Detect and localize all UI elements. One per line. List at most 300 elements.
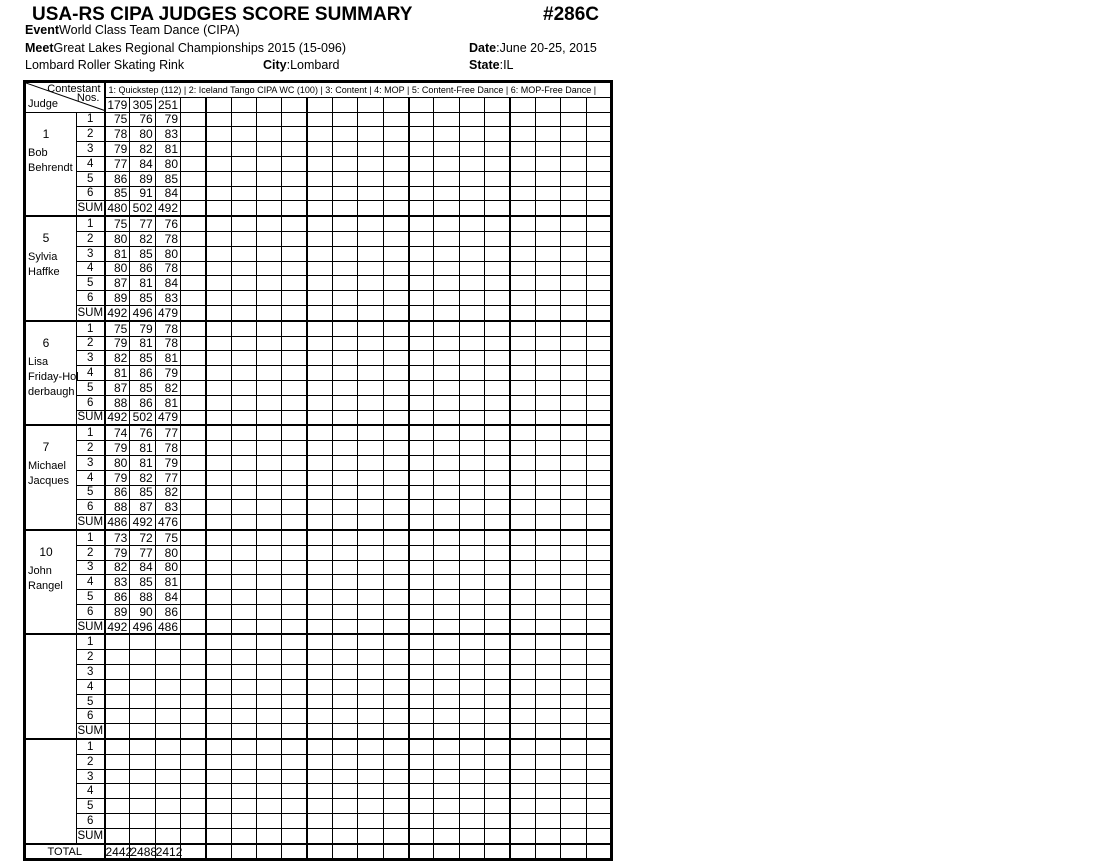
score-cell — [231, 754, 256, 769]
score-cell — [206, 665, 231, 680]
score-cell — [282, 112, 307, 127]
score-cell — [561, 709, 586, 724]
score-cell — [586, 515, 612, 530]
score-cell: 77 — [155, 425, 180, 440]
score-cell — [409, 261, 434, 276]
score-cell — [586, 336, 612, 351]
score-cell — [434, 604, 459, 619]
score-cell — [257, 216, 282, 231]
score-cell — [586, 814, 612, 829]
score-cell — [409, 575, 434, 590]
table-row — [25, 142, 612, 157]
score-cell: 79 — [105, 441, 130, 456]
score-cell — [282, 679, 307, 694]
table-row — [25, 127, 612, 142]
judge-number: 1 — [42, 126, 50, 141]
score-cell: 82 — [155, 380, 180, 395]
score-cell — [459, 679, 484, 694]
score-cell — [561, 246, 586, 261]
score-cell: 78 — [155, 321, 180, 336]
judge-name-line: Behrendt — [28, 161, 73, 174]
row-number: 2 — [77, 336, 105, 351]
score-cell — [561, 142, 586, 157]
judge-number: 10 — [39, 544, 53, 559]
score-cell — [257, 694, 282, 709]
score-cell — [231, 216, 256, 231]
score-cell — [510, 246, 535, 261]
score-cell — [155, 814, 180, 829]
score-cell — [485, 276, 510, 291]
score-cell — [586, 828, 612, 843]
score-cell — [307, 619, 332, 634]
score-cell: 81 — [105, 246, 130, 261]
score-cell: 78 — [155, 231, 180, 246]
table-row — [25, 336, 612, 351]
score-cell: 84 — [130, 560, 155, 575]
judge-label: Judge — [28, 98, 58, 111]
score-cell — [383, 560, 408, 575]
score-cell — [358, 201, 383, 216]
score-cell — [409, 604, 434, 619]
score-cell — [485, 590, 510, 605]
row-number: 4 — [77, 261, 105, 276]
score-cell: 89 — [130, 171, 155, 186]
score-cell — [434, 575, 459, 590]
score-cell — [307, 694, 332, 709]
score-cell — [130, 665, 155, 680]
score-cell — [206, 694, 231, 709]
score-cell — [535, 560, 560, 575]
score-cell — [434, 590, 459, 605]
score-cell — [510, 619, 535, 634]
score-cell — [231, 485, 256, 500]
table-row — [25, 470, 612, 485]
score-cell — [434, 470, 459, 485]
score-cell — [485, 739, 510, 754]
score-cell — [206, 336, 231, 351]
score-cell — [586, 799, 612, 814]
score-cell — [383, 470, 408, 485]
score-cell — [383, 112, 408, 127]
score-cell — [510, 724, 535, 739]
score-cell — [333, 814, 358, 829]
score-cell — [358, 545, 383, 560]
score-cell — [231, 634, 256, 649]
score-cell: 84 — [155, 186, 180, 201]
score-cell: 479 — [155, 305, 180, 320]
score-cell — [358, 814, 383, 829]
score-cell: 476 — [155, 515, 180, 530]
score-cell — [282, 619, 307, 634]
score-cell — [510, 216, 535, 231]
score-cell — [535, 814, 560, 829]
score-cell — [510, 186, 535, 201]
score-cell — [434, 395, 459, 410]
score-cell — [510, 500, 535, 515]
score-cell — [333, 619, 358, 634]
score-cell — [434, 321, 459, 336]
score-cell — [307, 425, 332, 440]
score-cell: 87 — [130, 500, 155, 515]
score-cell: 486 — [105, 515, 130, 530]
score-cell — [105, 724, 130, 739]
score-cell — [409, 545, 434, 560]
score-cell: 79 — [105, 470, 130, 485]
judge-name-line: derbaugh — [28, 385, 75, 398]
score-cell: 82 — [105, 560, 130, 575]
score-cell — [231, 828, 256, 843]
score-cell — [358, 769, 383, 784]
score-cell — [510, 828, 535, 843]
score-cell — [333, 739, 358, 754]
score-cell — [535, 171, 560, 186]
score-cell — [383, 455, 408, 470]
score-cell — [383, 410, 408, 425]
score-cell — [586, 276, 612, 291]
score-cell — [485, 366, 510, 381]
judge-number: 6 — [42, 335, 50, 350]
score-cell: 79 — [155, 112, 180, 127]
score-cell — [358, 395, 383, 410]
score-cell — [434, 305, 459, 320]
row-number: 6 — [77, 814, 105, 829]
score-cell — [561, 814, 586, 829]
score-cell — [586, 754, 612, 769]
score-cell — [434, 634, 459, 649]
rink-name: Lombard Roller Skating Rink — [25, 58, 185, 72]
score-cell — [535, 127, 560, 142]
score-cell — [409, 201, 434, 216]
score-cell: 480 — [105, 201, 130, 216]
score-cell — [510, 545, 535, 560]
score-cell — [231, 156, 256, 171]
score-cell — [257, 156, 282, 171]
table-row — [25, 305, 612, 320]
score-cell — [181, 530, 206, 545]
score-cell — [459, 485, 484, 500]
score-cell — [485, 351, 510, 366]
score-cell — [383, 171, 408, 186]
score-cell — [459, 201, 484, 216]
score-cell — [535, 634, 560, 649]
score-cell — [459, 380, 484, 395]
score-cell — [434, 171, 459, 186]
score-cell — [206, 470, 231, 485]
score-cell — [586, 724, 612, 739]
sum-label: SUM — [77, 411, 104, 424]
score-cell — [358, 799, 383, 814]
total-cell — [459, 844, 484, 860]
score-cell — [307, 828, 332, 843]
score-cell — [231, 142, 256, 157]
judge-name-line: Jacques — [28, 475, 69, 488]
score-cell — [459, 171, 484, 186]
score-cell — [485, 500, 510, 515]
score-cell — [206, 127, 231, 142]
score-cell — [535, 366, 560, 381]
score-cell — [535, 231, 560, 246]
score-cell — [206, 590, 231, 605]
score-cell — [383, 142, 408, 157]
score-cell — [510, 425, 535, 440]
score-cell — [383, 665, 408, 680]
score-cell — [257, 485, 282, 500]
score-cell — [586, 216, 612, 231]
contestant-number: 179 — [105, 97, 130, 112]
score-cell — [307, 530, 332, 545]
score-cell — [586, 694, 612, 709]
score-cell — [307, 305, 332, 320]
score-cell — [181, 291, 206, 306]
contestant-number — [459, 97, 484, 112]
score-cell — [282, 814, 307, 829]
score-cell — [383, 276, 408, 291]
score-cell — [181, 769, 206, 784]
score-cell — [561, 231, 586, 246]
score-cell — [181, 156, 206, 171]
score-cell — [409, 814, 434, 829]
score-cell — [434, 276, 459, 291]
judge-name-line: Lisa — [28, 355, 49, 368]
score-cell — [459, 814, 484, 829]
score-cell — [231, 246, 256, 261]
score-cell: 74 — [105, 425, 130, 440]
score-cell — [155, 769, 180, 784]
score-cell — [485, 336, 510, 351]
score-cell — [535, 276, 560, 291]
sum-label: SUM — [77, 306, 104, 319]
row-number: 3 — [77, 351, 105, 366]
score-cell: 88 — [105, 500, 130, 515]
judge-contestant-corner — [25, 82, 105, 113]
score-cell — [181, 799, 206, 814]
score-cell — [333, 366, 358, 381]
score-cell — [257, 305, 282, 320]
score-cell — [231, 441, 256, 456]
score-cell: 496 — [130, 619, 155, 634]
score-cell — [383, 261, 408, 276]
score-cell: 89 — [105, 604, 130, 619]
score-cell — [206, 634, 231, 649]
score-cell: 83 — [155, 500, 180, 515]
score-cell: 77 — [155, 470, 180, 485]
score-cell — [586, 650, 612, 665]
score-cell — [333, 828, 358, 843]
score-cell — [535, 694, 560, 709]
score-cell — [459, 112, 484, 127]
score-cell — [181, 441, 206, 456]
score-cell — [510, 709, 535, 724]
total-cell — [307, 844, 332, 860]
score-cell — [561, 276, 586, 291]
score-cell — [561, 665, 586, 680]
score-cell — [206, 441, 231, 456]
score-cell — [257, 321, 282, 336]
score-cell — [282, 246, 307, 261]
score-cell — [510, 291, 535, 306]
row-number: 5 — [77, 485, 105, 500]
score-cell: 86 — [105, 590, 130, 605]
score-cell — [181, 545, 206, 560]
event-value: World Class Team Dance (CIPA) — [59, 23, 240, 37]
score-cell — [409, 515, 434, 530]
score-cell — [409, 410, 434, 425]
score-cell — [257, 604, 282, 619]
score-cell — [434, 291, 459, 306]
score-cell — [181, 336, 206, 351]
score-cell — [105, 814, 130, 829]
score-cell — [409, 455, 434, 470]
score-cell — [231, 679, 256, 694]
score-cell — [333, 441, 358, 456]
score-cell — [485, 127, 510, 142]
score-cell — [206, 156, 231, 171]
score-cell — [307, 336, 332, 351]
score-cell — [130, 754, 155, 769]
score-cell — [434, 560, 459, 575]
score-cell — [535, 336, 560, 351]
score-cell — [485, 634, 510, 649]
score-cell: 79 — [105, 545, 130, 560]
score-cell — [155, 739, 180, 754]
score-cell: 81 — [155, 142, 180, 157]
score-cell — [535, 799, 560, 814]
score-cell — [282, 470, 307, 485]
table-row — [25, 261, 612, 276]
table-row — [25, 799, 612, 814]
score-cell — [231, 186, 256, 201]
score-cell — [307, 321, 332, 336]
score-cell — [459, 665, 484, 680]
score-cell — [434, 500, 459, 515]
score-cell — [510, 321, 535, 336]
score-cell — [358, 679, 383, 694]
row-number: 2 — [77, 754, 105, 769]
score-cell — [257, 530, 282, 545]
score-cell — [409, 665, 434, 680]
score-cell — [206, 724, 231, 739]
score-cell — [409, 784, 434, 799]
score-cell — [561, 441, 586, 456]
score-cell — [485, 171, 510, 186]
score-cell — [485, 694, 510, 709]
score-cell — [409, 739, 434, 754]
score-cell — [383, 395, 408, 410]
score-cell — [181, 351, 206, 366]
row-number: 5 — [77, 694, 105, 709]
score-cell — [561, 171, 586, 186]
score-cell: 87 — [105, 276, 130, 291]
score-cell — [282, 604, 307, 619]
score-cell — [510, 441, 535, 456]
score-cell — [561, 769, 586, 784]
score-cell — [510, 604, 535, 619]
score-cell — [485, 455, 510, 470]
score-cell — [409, 560, 434, 575]
score-cell — [231, 814, 256, 829]
score-cell — [206, 246, 231, 261]
score-cell: 80 — [105, 455, 130, 470]
score-cell — [257, 261, 282, 276]
score-cell — [383, 575, 408, 590]
row-number: 3 — [77, 142, 105, 157]
score-cell — [358, 186, 383, 201]
score-cell — [459, 410, 484, 425]
contestant-number — [409, 97, 434, 112]
total-cell — [409, 844, 434, 860]
score-cell: 79 — [155, 366, 180, 381]
score-cell — [257, 500, 282, 515]
score-cell — [206, 231, 231, 246]
score-cell — [181, 410, 206, 425]
score-cell — [206, 769, 231, 784]
score-cell — [282, 156, 307, 171]
score-cell — [206, 485, 231, 500]
score-cell — [181, 739, 206, 754]
score-cell — [409, 127, 434, 142]
score-cell — [206, 814, 231, 829]
score-cell — [181, 694, 206, 709]
score-cell — [181, 485, 206, 500]
judge-name-line: John — [28, 564, 52, 577]
score-cell: 79 — [105, 142, 130, 157]
score-cell — [434, 739, 459, 754]
score-cell: 492 — [155, 201, 180, 216]
score-cell — [561, 112, 586, 127]
score-cell: 85 — [130, 575, 155, 590]
score-cell — [257, 201, 282, 216]
score-cell — [307, 380, 332, 395]
score-cell — [105, 650, 130, 665]
score-cell — [231, 739, 256, 754]
score-cell — [586, 500, 612, 515]
score-cell — [535, 291, 560, 306]
score-cell — [409, 485, 434, 500]
score-cell — [181, 784, 206, 799]
score-cell — [333, 485, 358, 500]
score-cell — [510, 515, 535, 530]
score-cell — [358, 321, 383, 336]
score-cell — [231, 171, 256, 186]
score-cell — [358, 665, 383, 680]
total-cell: 2488 — [130, 844, 158, 859]
score-cell: 80 — [130, 127, 155, 142]
score-cell — [409, 142, 434, 157]
row-number: 1 — [77, 216, 105, 231]
score-cell — [257, 650, 282, 665]
score-cell — [510, 455, 535, 470]
score-cell — [409, 246, 434, 261]
table-row — [25, 754, 612, 769]
score-cell — [510, 112, 535, 127]
judge-name-line: Bob — [28, 146, 48, 159]
score-cell — [231, 410, 256, 425]
table-row — [25, 201, 612, 216]
score-cell — [535, 650, 560, 665]
score-cell — [434, 441, 459, 456]
score-cell — [485, 156, 510, 171]
score-cell — [510, 560, 535, 575]
score-cell: 83 — [155, 291, 180, 306]
judge-name-line: Rangel — [28, 579, 63, 592]
score-cell — [130, 694, 155, 709]
city-label: City — [263, 58, 287, 72]
score-cell — [535, 305, 560, 320]
score-cell — [358, 351, 383, 366]
score-cell — [206, 545, 231, 560]
score-cell — [485, 112, 510, 127]
score-cell — [282, 186, 307, 201]
